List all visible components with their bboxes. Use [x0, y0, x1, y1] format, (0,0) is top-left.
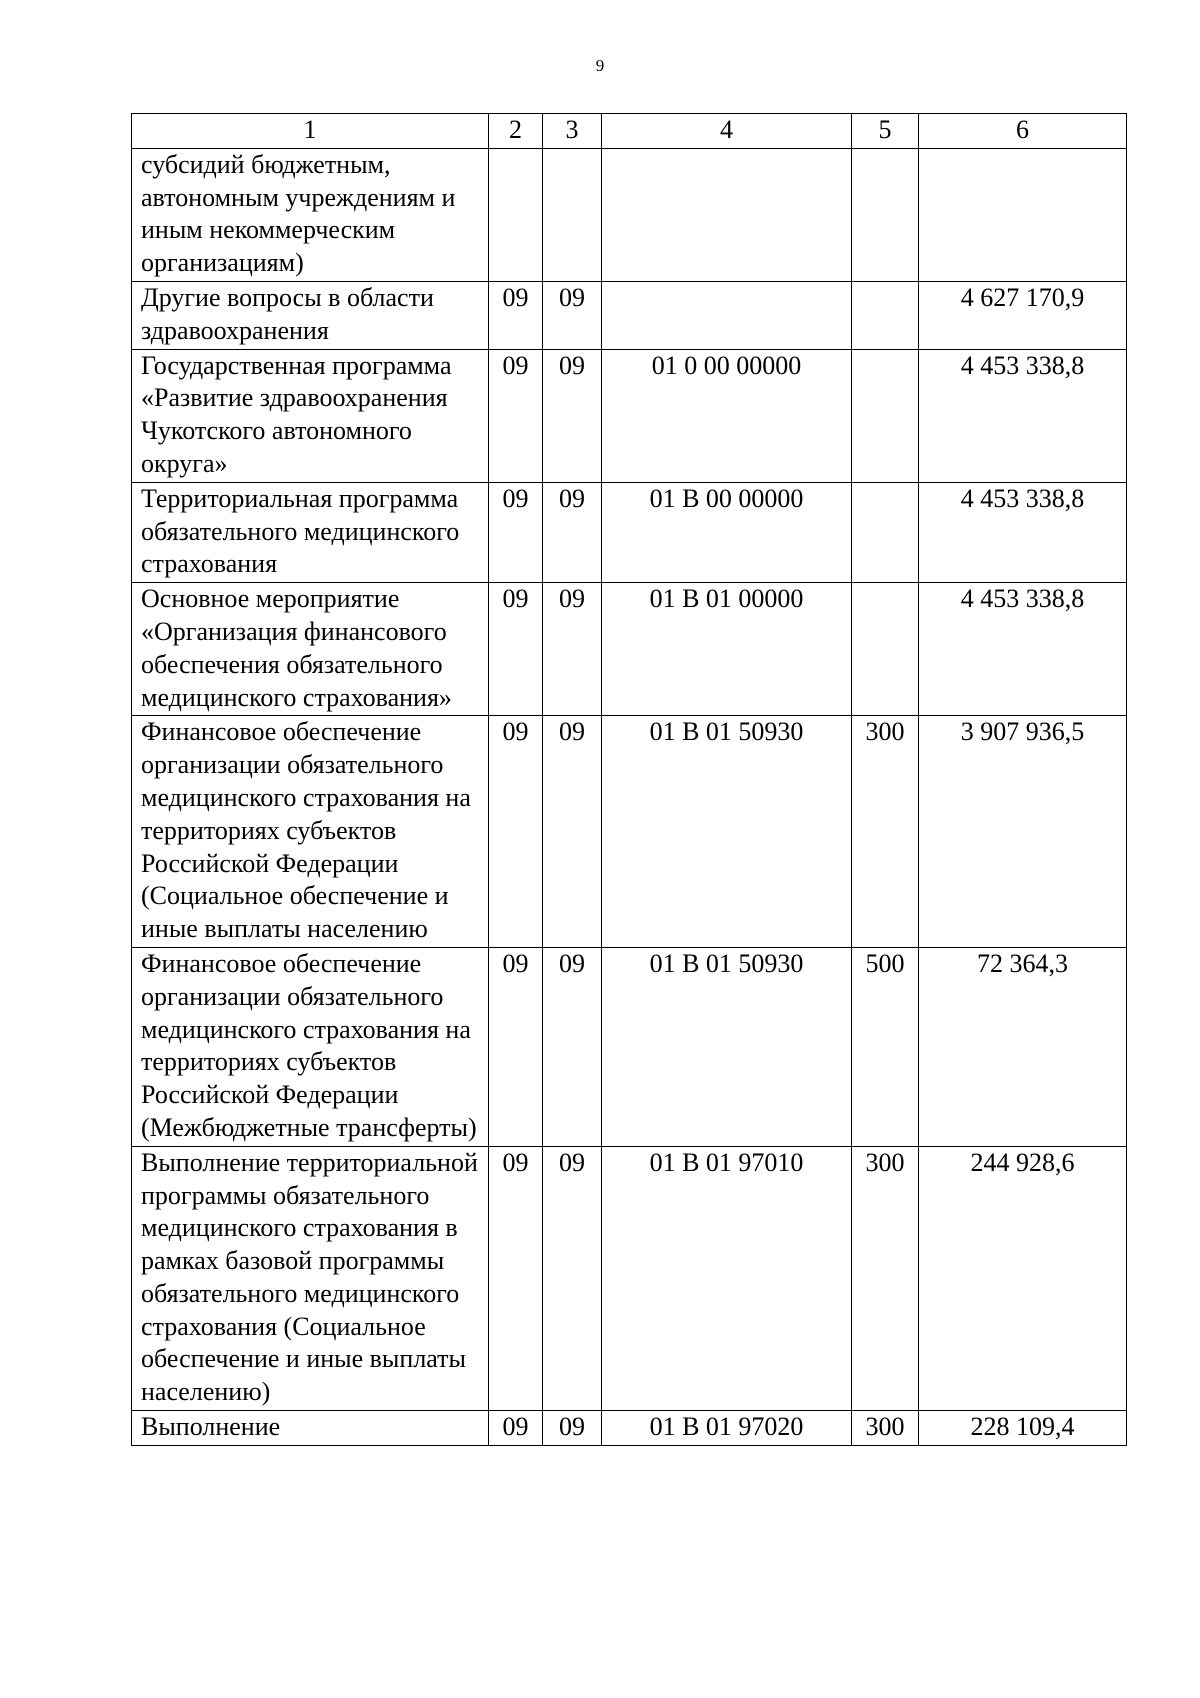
row-name-cell: Финансовое обеспечение организации обязательного медицинского страхования на территориях субъектов Российской Федерации (Межбюджетные трансферты) [132, 947, 489, 1146]
target-article-cell [602, 148, 852, 281]
expense-type-cell [852, 583, 919, 716]
table-row [132, 148, 1127, 281]
section-cell: 09 [489, 1411, 543, 1446]
section-cell: 09 [489, 482, 543, 582]
expense-type-cell: 300 [852, 716, 919, 948]
row-name-cell: Территориальная программа обязательного медицинского страхования [132, 482, 489, 582]
expense-type-cell [852, 349, 919, 482]
section-cell: 09 [489, 716, 543, 948]
subsection-cell: 09 [543, 583, 602, 716]
section-cell: 09 [489, 349, 543, 482]
row-name-cell: Государственная программа «Развитие здравоохранения Чукотского автономного округа» [132, 349, 489, 482]
target-article-cell [602, 281, 852, 349]
target-article-cell: 01 В 00 00000 [602, 482, 852, 582]
expense-type-cell [852, 148, 919, 281]
table-row [132, 947, 1127, 1146]
section-cell [489, 148, 543, 281]
subsection-cell: 09 [543, 1411, 602, 1446]
row-name-cell: Выполнение территориальной программы обязательного медицинского страхования в рамках базовой программы обязательного медицинского страхования (Социальное обеспечение и иные выплаты населению) [132, 1146, 489, 1410]
subsection-cell [543, 148, 602, 281]
table-row [132, 583, 1127, 716]
expense-type-cell: 500 [852, 947, 919, 1146]
expense-type-cell [852, 482, 919, 582]
table-row [132, 281, 1127, 349]
amount-cell [919, 148, 1127, 281]
target-article-cell: 01 В 01 97010 [602, 1146, 852, 1410]
amount-cell: 3 907 936,5 [919, 716, 1127, 948]
target-article-cell: 01 В 01 00000 [602, 583, 852, 716]
table-row [132, 716, 1127, 948]
page-number: 9 [595, 56, 605, 75]
row-name-cell: субсидий бюджетным, автономным учреждениям и иным некоммерческим организациям) [132, 148, 489, 281]
amount-cell: 72 364,3 [919, 947, 1127, 1146]
subsection-cell: 09 [543, 716, 602, 948]
subsection-cell: 09 [543, 947, 602, 1146]
amount-cell: 4 453 338,8 [919, 349, 1127, 482]
table-header-row [132, 114, 1127, 149]
row-name-cell: Основное мероприятие «Организация финансового обеспечения обязательного медицинского страхования» [132, 583, 489, 716]
subsection-cell: 09 [543, 1146, 602, 1410]
column-header: 3 [543, 114, 602, 149]
amount-cell: 4 453 338,8 [919, 482, 1127, 582]
column-header: 4 [602, 114, 852, 149]
column-header: 6 [919, 114, 1127, 149]
section-cell: 09 [489, 583, 543, 716]
expense-type-cell: 300 [852, 1146, 919, 1410]
subsection-cell: 09 [543, 281, 602, 349]
row-name-cell: Финансовое обеспечение организации обязательного медицинского страхования на территориях субъектов Российской Федерации (Социальное обеспечение и иные выплаты населению [132, 716, 489, 948]
row-name-cell: Выполнение [132, 1411, 489, 1446]
column-header: 1 [132, 114, 489, 149]
table-row [132, 1411, 1127, 1446]
table-row [132, 482, 1127, 582]
row-name-cell: Другие вопросы в области здравоохранения [132, 281, 489, 349]
section-cell: 09 [489, 1146, 543, 1410]
section-cell: 09 [489, 281, 543, 349]
table-row [132, 1146, 1127, 1410]
expense-type-cell: 300 [852, 1411, 919, 1446]
section-cell: 09 [489, 947, 543, 1146]
amount-cell: 244 928,6 [919, 1146, 1127, 1410]
table-row [132, 349, 1127, 482]
target-article-cell: 01 В 01 50930 [602, 716, 852, 948]
expense-type-cell [852, 281, 919, 349]
budget-table [131, 113, 1127, 1446]
target-article-cell: 01 В 01 50930 [602, 947, 852, 1146]
amount-cell: 228 109,4 [919, 1411, 1127, 1446]
subsection-cell: 09 [543, 349, 602, 482]
amount-cell: 4 627 170,9 [919, 281, 1127, 349]
target-article-cell: 01 В 01 97020 [602, 1411, 852, 1446]
column-header: 2 [489, 114, 543, 149]
amount-cell: 4 453 338,8 [919, 583, 1127, 716]
column-header: 5 [852, 114, 919, 149]
subsection-cell: 09 [543, 482, 602, 582]
target-article-cell: 01 0 00 00000 [602, 349, 852, 482]
